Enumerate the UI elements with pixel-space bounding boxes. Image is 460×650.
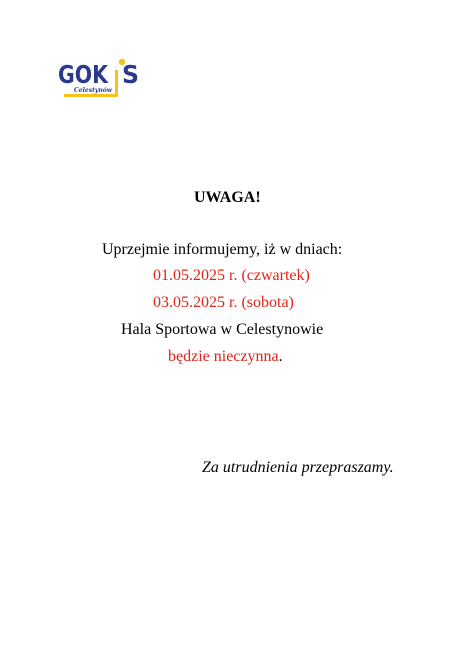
logo-text-gok: GOK: [58, 60, 110, 89]
venue-name: Hala Sportowa w Celestynowie: [121, 321, 324, 338]
notice-intro: Uprzejmie informujemy, iż w dniach:: [102, 241, 343, 258]
logo-subtitle: Celestynów: [74, 87, 113, 94]
logo-text-s: S: [122, 60, 139, 89]
closed-statement: [168, 347, 283, 367]
closed-text: będzie nieczynna: [168, 348, 279, 365]
closure-date-1: 01.05.2025 r. (czwartek): [153, 267, 310, 284]
apology-text: Za utrudnienia przepraszamy.: [202, 459, 394, 476]
closure-date-2: 03.05.2025 r. (sobota): [153, 294, 294, 311]
gokis-logo-graphic: [57, 56, 143, 102]
notice-title: UWAGA!: [194, 189, 261, 206]
gokis-logo: [57, 56, 143, 102]
closed-period: .: [278, 348, 283, 365]
